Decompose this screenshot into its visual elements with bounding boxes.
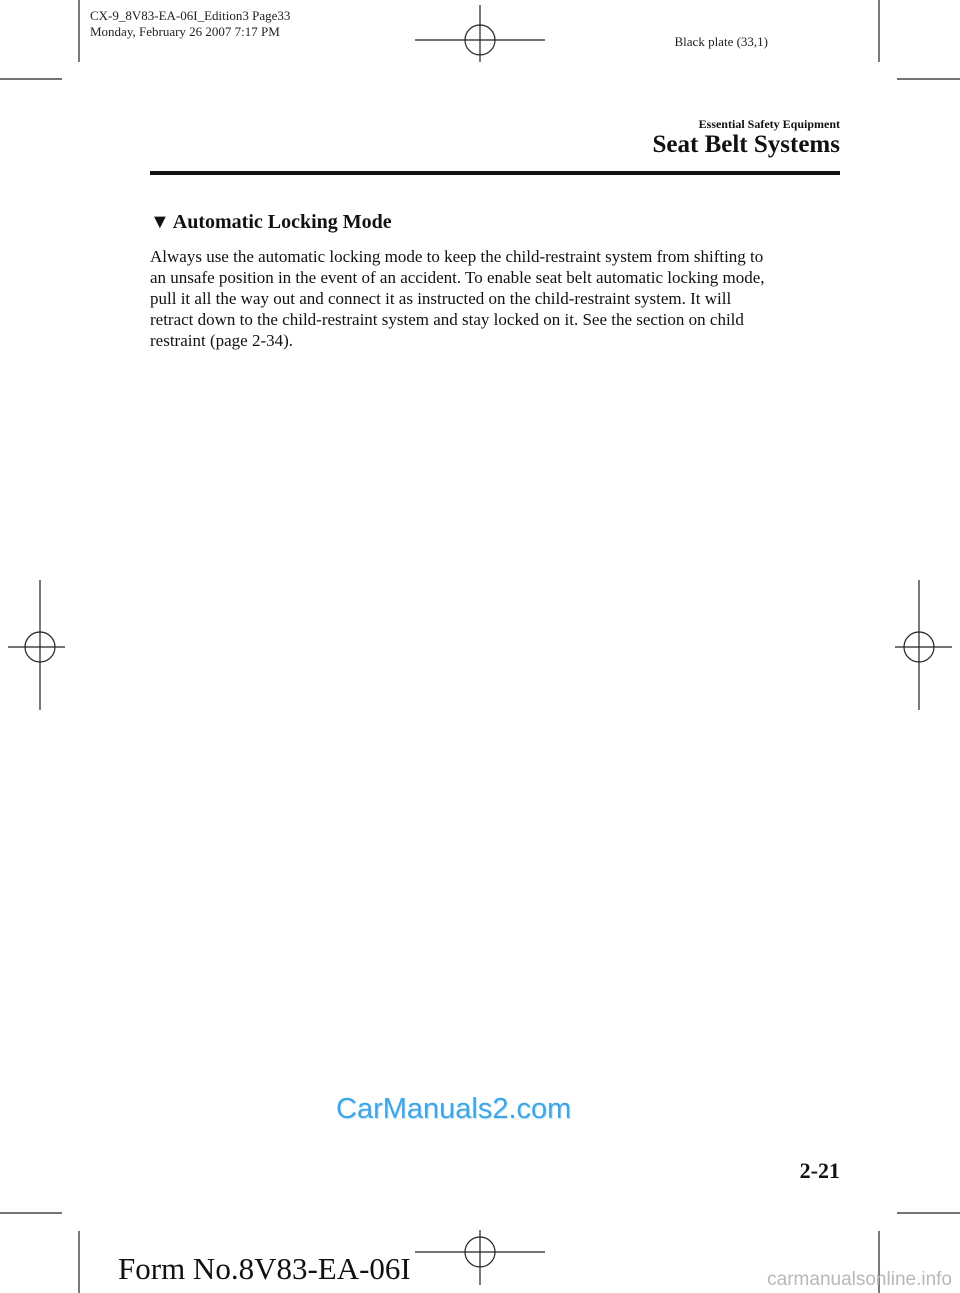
paragraph-line: retract down to the child-restraint system and stay locked on it. See the section on child	[150, 310, 744, 329]
print-info-line-1: CX-9_8V83-EA-06I_Edition3 Page33	[90, 8, 291, 23]
print-info	[90, 8, 290, 40]
section-title: Seat Belt Systems	[652, 131, 840, 158]
paragraph-line: pull it all the way out and connect it as instructed on the child-restraint system. It will	[150, 289, 732, 308]
page-number: 2-21	[799, 1158, 840, 1183]
plate-label: Black plate (33,1)	[674, 34, 768, 49]
subheading-text: Automatic Locking Mode	[172, 211, 392, 233]
print-info-line-2: Monday, February 26 2007 7:17 PM	[90, 24, 280, 39]
subheading	[150, 211, 392, 234]
body-paragraph	[150, 246, 840, 351]
section-label: Essential Safety Equipment	[698, 117, 840, 131]
site-watermark: carmanualsonline.info	[767, 1269, 952, 1290]
paragraph-line: Always use the automatic locking mode to keep the child-restraint system from shifting to	[150, 247, 764, 266]
header-rule	[150, 171, 840, 175]
carmanuals-watermark: CarManuals2.com	[336, 1093, 572, 1125]
paragraph-line: an unsafe position in the event of an accident. To enable seat belt automatic locking mode,	[150, 268, 765, 287]
form-number: Form No.8V83-EA-06I	[118, 1251, 411, 1286]
paragraph-line: restraint (page 2-34).	[150, 331, 294, 350]
down-triangle-icon: ▼	[150, 211, 170, 233]
